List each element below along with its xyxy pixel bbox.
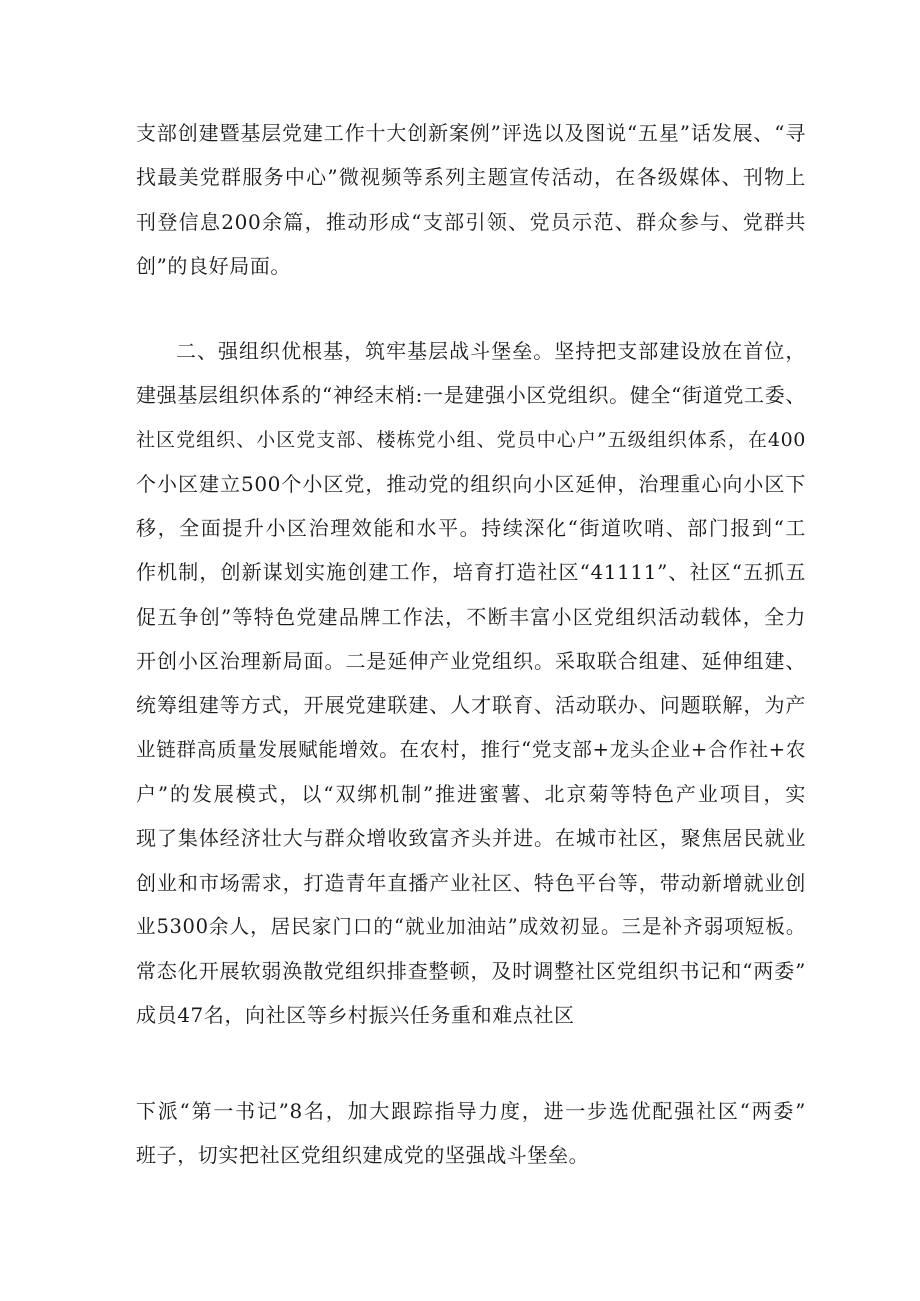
text-line: 支部创建暨基层党建工作十大创新案例”评选以及图说“五星”话发展、“寻 (136, 121, 806, 145)
text-line: 创”的良好局面。 (136, 253, 292, 278)
text-line: 业链群高质量发展赋能增效。在农村，推行“党支部+龙头企业+合作社+农 (136, 737, 806, 761)
text-line: 业5300余人，居民家门口的“就业加油站”成效初显。三是补齐弱项短板。 (136, 914, 806, 938)
text-line: 社区党组织、小区党支部、楼栋党小组、党员中心户”五级组织体系，在400 (136, 428, 806, 451)
text-line: 建强基层组织体系的“神经末梢:一是建强小区党组织。健全“街道党工委、 (136, 383, 806, 408)
text-line: 户”的发展模式，以“双绑机制”推进蜜薯、北京菊等特色产业项目，实 (136, 781, 806, 806)
text-line: 统筹组建等方式，开展党建联建、人才联育、活动联办、问题联解，为产 (136, 693, 806, 718)
text-line: 创业和市场需求，打造青年直播产业社区、特色平台等，带动新增就业创 (136, 870, 806, 895)
text-line: 刊登信息200余篇，推动形成“支部引领、党员示范、群众参与、党群共 (136, 209, 806, 234)
paragraph-3 (136, 1089, 806, 1178)
paragraph-2 (136, 329, 806, 1038)
text-line: 开创小区治理新局面。二是延伸产业党组织。采取联合组建、延伸组建、 (136, 649, 806, 674)
paragraph-1 (136, 111, 806, 288)
text-line: 移，全面提升小区治理效能和水平。持续深化“街道吹哨、部门报到“工 (136, 516, 806, 541)
text-line: 成员47名，向社区等乡村振兴任务重和难点社区 (136, 1003, 575, 1028)
text-line: 找最美党群服务中心”微视频等系列主题宣传活动，在各级媒体、刊物上 (136, 165, 806, 190)
text-line: 班子，切实把社区党组织建成党的坚强战斗堡垒。 (136, 1143, 590, 1168)
text-line: 下派“第一书记”8名，加大跟踪指导力度，进一步选优配强社区“两委” (136, 1099, 806, 1123)
text-line: 个小区建立500个小区党，推动党的组织向小区延伸，治理重心向小区下 (136, 471, 806, 496)
text-line: 常态化开展软弱涣散党组织排查整顿，及时调整社区党组织书记和“两委” (136, 959, 806, 984)
text-line: 促五争创”等特色党建品牌工作法，不断丰富小区党组织活动载体，全力 (136, 604, 806, 629)
text-line: 现了集体经济壮大与群众增收致富齐头并进。在城市社区，聚焦居民就业 (136, 826, 806, 851)
text-line: 作机制，创新谋划实施创建工作，培育打造社区“41111”、社区“五抓五 (136, 560, 806, 585)
text-line: 二、强组织优根基，筑牢基层战斗堡垒。坚持把支部建设放在首位， (176, 339, 806, 363)
